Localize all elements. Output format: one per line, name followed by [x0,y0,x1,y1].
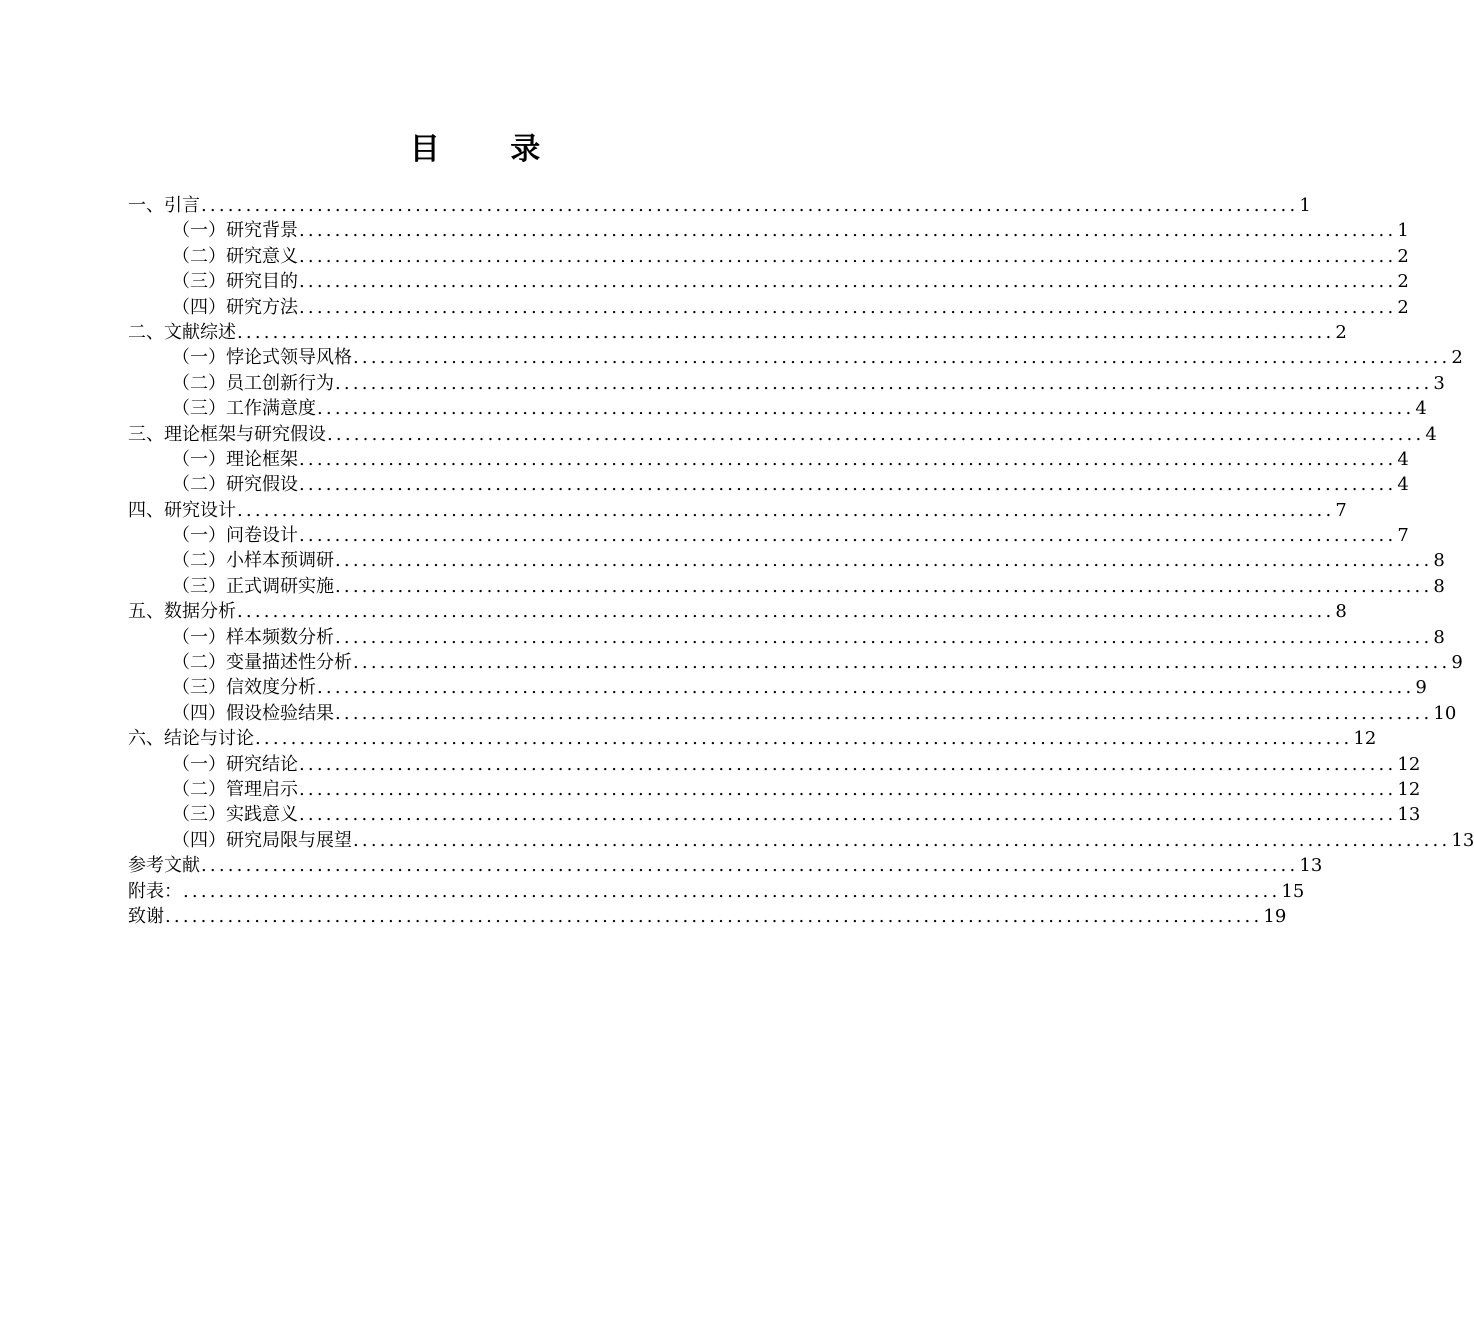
toc-page-number: 1 [1299,195,1311,216]
toc-entry[interactable] [128,218,1409,243]
toc-dot-leader: ........................................................................................................................... [327,423,1425,445]
toc-entry-label: （三）研究目的 [172,271,298,293]
toc-page-number: 2 [1397,245,1409,267]
toc-dot-leader: ........................................................................................................................... [299,448,1397,470]
toc-entry-label: （四）研究方法 [172,296,298,318]
toc-entry[interactable] [128,802,1421,827]
toc-entry-label: 附表： [128,880,182,902]
toc-page-number: 4 [1425,423,1437,445]
toc-entry-label: 致谢 [128,905,164,927]
toc-entry[interactable] [128,574,1445,599]
toc-dot-leader: ........................................................................................................................... [299,525,1397,547]
toc-page-number: 9 [1451,652,1463,674]
toc-entry-label: （二）员工创新行为 [172,372,334,394]
toc-entry[interactable] [128,244,1409,269]
toc-page-number: 2 [1397,271,1409,293]
toc-entry-label: （二）小样本预调研 [172,550,334,572]
toc-page-number: 4 [1397,448,1409,470]
toc-page-number: 12 [1397,753,1421,775]
toc-entry[interactable] [128,371,1445,396]
toc-dot-leader: ........................................................................................................................... [183,880,1281,902]
toc-entry-label: 五、数据分析 [128,601,236,623]
toc-entry-label: 二、文献综述 [128,321,236,343]
toc-page-number: 12 [1353,728,1377,750]
toc-dot-leader: ........................................................................................................................... [335,372,1433,394]
toc-dot-leader: ........................................................................................................................... [299,753,1397,775]
toc-page-number: 9 [1415,677,1427,699]
toc-entry[interactable] [128,345,1463,370]
toc-entry-label: 四、研究设计 [128,499,236,521]
toc-entry[interactable] [128,472,1409,497]
toc-page-number: 8 [1433,626,1445,648]
toc-dot-leader: ........................................................................................................................... [299,778,1397,800]
toc-page-number: 2 [1397,296,1409,318]
toc-entry[interactable] [128,396,1427,421]
toc-page-number: 7 [1335,499,1347,521]
toc-entry[interactable] [128,777,1421,802]
toc-page-number: 4 [1397,474,1409,496]
toc-page-number: 15 [1281,880,1305,902]
toc-entry-label: 参考文献 [128,855,200,877]
toc-entry[interactable] [128,523,1409,548]
toc-entry-label: （二）变量描述性分析 [172,652,352,674]
toc-page-number: 19 [1263,905,1287,927]
toc-dot-leader: ........................................................................................................................... [335,702,1433,724]
toc-entry-label: （三）正式调研实施 [172,575,334,597]
toc-list [128,193,1474,929]
toc-entry-label: （二）研究假设 [172,474,298,496]
toc-dot-leader: ........................................................................................................................... [201,855,1299,877]
toc-entry[interactable] [128,828,1474,853]
toc-entry[interactable] [128,853,1323,878]
toc-entry[interactable] [128,879,1305,904]
toc-entry[interactable] [128,904,1287,929]
toc-entry[interactable] [128,269,1409,294]
toc-entry-label: （二）管理启示 [172,778,298,800]
toc-entry-label: （四）假设检验结果 [172,702,334,724]
toc-entry[interactable] [128,625,1445,650]
toc-dot-leader: ........................................................................................................................... [299,245,1397,267]
toc-entry-label: （一）理论框架 [172,448,298,470]
toc-dot-leader: ........................................................................................................................... [317,398,1415,420]
toc-entry[interactable] [128,726,1377,751]
toc-entry[interactable] [128,675,1427,700]
toc-entry-label: （三）信效度分析 [172,677,316,699]
toc-entry-label: （一）问卷设计 [172,525,298,547]
toc-entry-label: 六、结论与讨论 [128,728,254,750]
toc-dot-leader: ........................................................................................................................... [299,474,1397,496]
toc-dot-leader: ........................................................................................................................... [335,575,1433,597]
toc-page-number: 13 [1397,804,1421,826]
toc-dot-leader: ........................................................................................................................... [335,550,1433,572]
toc-page-number: 8 [1433,575,1445,597]
toc-entry[interactable] [128,650,1463,675]
toc-entry-label: （一）研究背景 [172,220,298,242]
toc-dot-leader: ........................................................................................................................... [353,347,1451,369]
toc-entry-label: （三）工作满意度 [172,398,316,420]
toc-entry-label: （一）研究结论 [172,753,298,775]
toc-entry-label: （一）样本频数分析 [172,626,334,648]
toc-page-number: 4 [1415,398,1427,420]
toc-entry[interactable] [128,422,1437,447]
toc-entry[interactable] [128,752,1421,777]
toc-page-number: 2 [1451,347,1463,369]
toc-dot-leader: ........................................................................................................................... [201,195,1299,216]
toc-page-number: 13 [1451,829,1474,851]
toc-page-number: 8 [1433,550,1445,572]
toc-dot-leader: ........................................................................................................................... [165,905,1263,927]
toc-entry-label: 三、理论框架与研究假设 [128,423,326,445]
toc-entry[interactable] [128,320,1347,345]
toc-entry[interactable] [128,193,1311,218]
toc-dot-leader: ........................................................................................................................... [335,626,1433,648]
toc-page-number: 8 [1335,601,1347,623]
toc-dot-leader: ........................................................................................................................... [317,677,1415,699]
toc-entry[interactable] [128,599,1347,624]
toc-entry-label: （三）实践意义 [172,804,298,826]
toc-dot-leader: ........................................................................................................................... [237,601,1335,623]
toc-entry[interactable] [128,701,1457,726]
toc-page-number: 10 [1433,702,1457,724]
toc-dot-leader: ........................................................................................................................... [299,220,1397,242]
toc-page-number: 7 [1397,525,1409,547]
toc-dot-leader: ........................................................................................................................... [299,804,1397,826]
toc-entry-label: （四）研究局限与展望 [172,829,352,851]
toc-dot-leader: ........................................................................................................................... [255,728,1353,750]
toc-dot-leader: ........................................................................................................................... [353,652,1451,674]
toc-entry-label: （二）研究意义 [172,245,298,267]
toc-page-number: 13 [1299,855,1323,877]
toc-entry[interactable] [128,447,1409,472]
toc-title: 目 录 [409,132,571,167]
toc-dot-leader: ........................................................................................................................... [353,829,1451,851]
toc-entry-label: （一）悖论式领导风格 [172,347,352,369]
toc-entry[interactable] [128,295,1409,320]
toc-entry[interactable] [128,498,1347,523]
toc-dot-leader: ........................................................................................................................... [237,321,1335,343]
toc-dot-leader: ........................................................................................................................... [299,271,1397,293]
toc-page-number: 2 [1335,321,1347,343]
toc-dot-leader: ........................................................................................................................... [299,296,1397,318]
toc-dot-leader: ........................................................................................................................... [237,499,1335,521]
toc-page-number: 12 [1397,778,1421,800]
toc-page-number: 3 [1433,372,1445,394]
toc-page-number: 1 [1397,220,1409,242]
toc-entry[interactable] [128,548,1445,573]
toc-entry-label: 一、引言 [128,195,200,216]
